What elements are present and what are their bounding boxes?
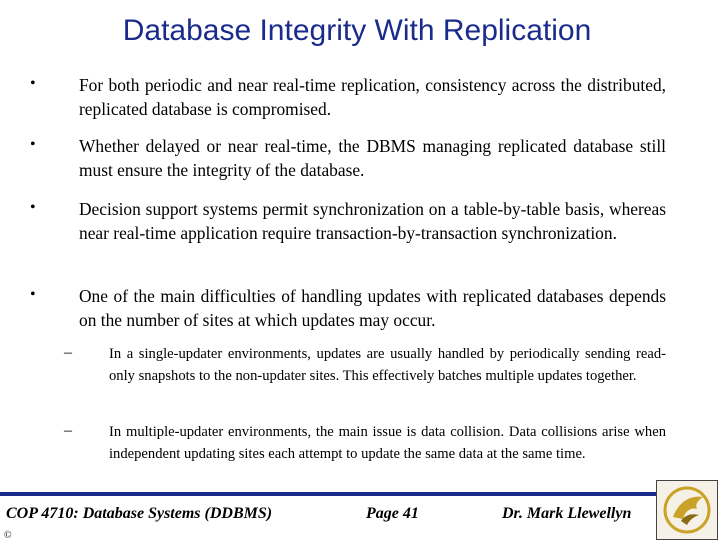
sub-bullet-text: In a single-updater environments, updates are usually handled by periodically sending read-only snapshots to the non-updater sites. This effectively batches multiple updates together. (109, 346, 666, 384)
bullet-text: For both periodic and near real-time replication, consistency across the distributed, replicated database is compromised. (79, 75, 666, 119)
bullet-text: One of the main difficulties of handling updates with replicated databases depends on the number of sites at which updates may occur. (79, 286, 666, 330)
bullet-marker: • (30, 136, 36, 153)
bullet-marker: • (30, 75, 36, 92)
bullet-marker: • (30, 286, 36, 303)
footer-author: Dr. Mark Llewellyn (502, 505, 632, 522)
footer-course: COP 4710: Database Systems (DDBMS) (6, 505, 273, 522)
sub-bullet-marker: – (64, 344, 72, 361)
sub-bullet-text: In multiple-updater environments, the main issue is data collision. Data collisions arise when independent updating sites each attempt to update the same data at the same time. (109, 424, 666, 462)
bullet-text: Whether delayed or near real-time, the DBMS managing replicated database still must ensure the integrity of the database. (79, 136, 666, 180)
bullet-text: Decision support systems permit synchronization on a table-by-table basis, whereas near real-time application require transaction-by-transaction synchronization. (79, 199, 666, 243)
sub-bullet-marker: – (64, 422, 72, 439)
footer-divider (0, 492, 660, 496)
slide-title: Database Integrity With Replication (122, 14, 592, 47)
footer-page-number: Page 41 (366, 505, 419, 522)
copyright-symbol: © (4, 530, 12, 541)
ucf-pegasus-logo-icon (656, 480, 718, 540)
bullet-marker: • (30, 199, 36, 216)
